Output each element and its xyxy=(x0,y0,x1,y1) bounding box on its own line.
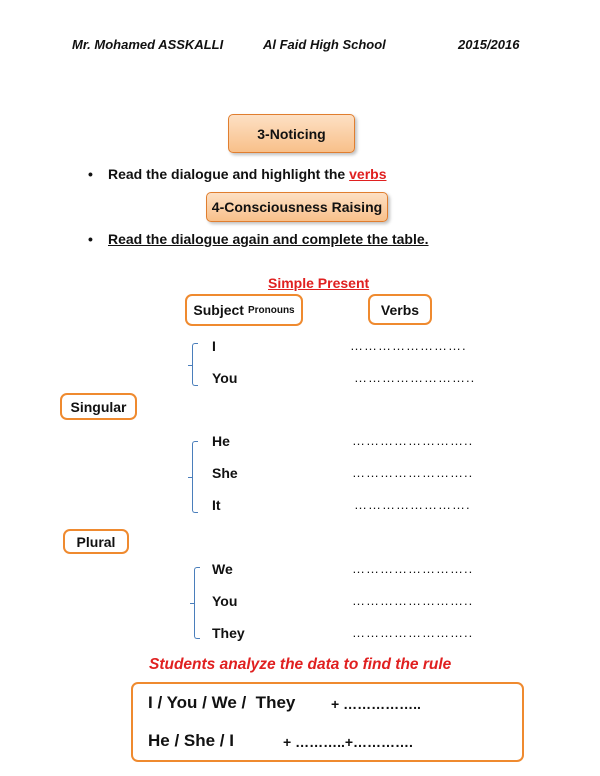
pronoun-cell: They xyxy=(212,625,245,641)
school-year: 2015/2016 xyxy=(458,37,520,52)
brace-group-3 xyxy=(194,567,200,639)
subject-header-label: Subject xyxy=(193,302,244,318)
pronoun-cell: We xyxy=(212,561,233,577)
verb-blank: …………………….. xyxy=(352,433,474,448)
verb-blank: …………………….. xyxy=(352,561,474,576)
subject-pronouns-header xyxy=(185,294,303,326)
verb-blank: …………………….. xyxy=(352,625,474,640)
pronoun-cell: It xyxy=(212,497,221,513)
rule-line-1-formula: + …………….. xyxy=(331,696,421,712)
brace-group-2 xyxy=(192,441,198,513)
noticing-heading-label: 3-Noticing xyxy=(257,125,326,142)
singular-label: Singular xyxy=(70,398,127,415)
verb-blank: …………………….. xyxy=(354,370,476,385)
consciousness-heading-label: 4-Consciousness Raising xyxy=(211,199,383,215)
verbs-link: verbs xyxy=(349,166,387,182)
rule-box xyxy=(131,682,524,762)
teacher-name: Mr. Mohamed ASSKALLI xyxy=(72,37,224,52)
noticing-heading xyxy=(228,114,355,153)
consciousness-instruction-text: Read the dialogue again and complete the table. xyxy=(108,231,429,247)
pronoun-cell: He xyxy=(212,433,230,449)
brace-group-1 xyxy=(192,343,198,386)
rule-title: Students analyze the data to find the rule xyxy=(149,656,452,673)
consciousness-instruction xyxy=(88,231,429,247)
table-title: Simple Present xyxy=(268,275,370,291)
pronouns-header-label: Pronouns xyxy=(247,304,295,316)
verb-blank: ……………………. xyxy=(354,497,471,512)
consciousness-heading xyxy=(206,192,388,222)
verbs-header-label: Verbs xyxy=(380,301,420,318)
pronoun-cell: I xyxy=(212,338,216,354)
bullet-icon: • xyxy=(88,166,93,182)
rule-line-1-subjects: I / You / We / They xyxy=(148,693,296,712)
bullet-icon: • xyxy=(88,231,93,247)
verb-blank: …………………….. xyxy=(352,593,474,608)
school-name: Al Faid High School xyxy=(263,37,386,52)
verb-blank: ……………………. xyxy=(350,338,467,353)
rule-line-2-subjects: He / She / I xyxy=(148,731,234,750)
singular-label-box xyxy=(60,393,137,420)
noticing-instruction xyxy=(88,166,386,182)
verbs-header xyxy=(368,294,432,325)
pronoun-cell: She xyxy=(212,465,238,481)
pronoun-cell: You xyxy=(212,593,238,609)
verb-blank: …………………….. xyxy=(352,465,474,480)
rule-line-2-formula: + ………..+…………. xyxy=(283,734,413,750)
plural-label-box xyxy=(63,529,129,554)
noticing-instruction-text: Read the dialogue and highlight the xyxy=(108,166,350,182)
pronoun-cell: You xyxy=(212,370,238,386)
plural-label: Plural xyxy=(76,533,116,550)
